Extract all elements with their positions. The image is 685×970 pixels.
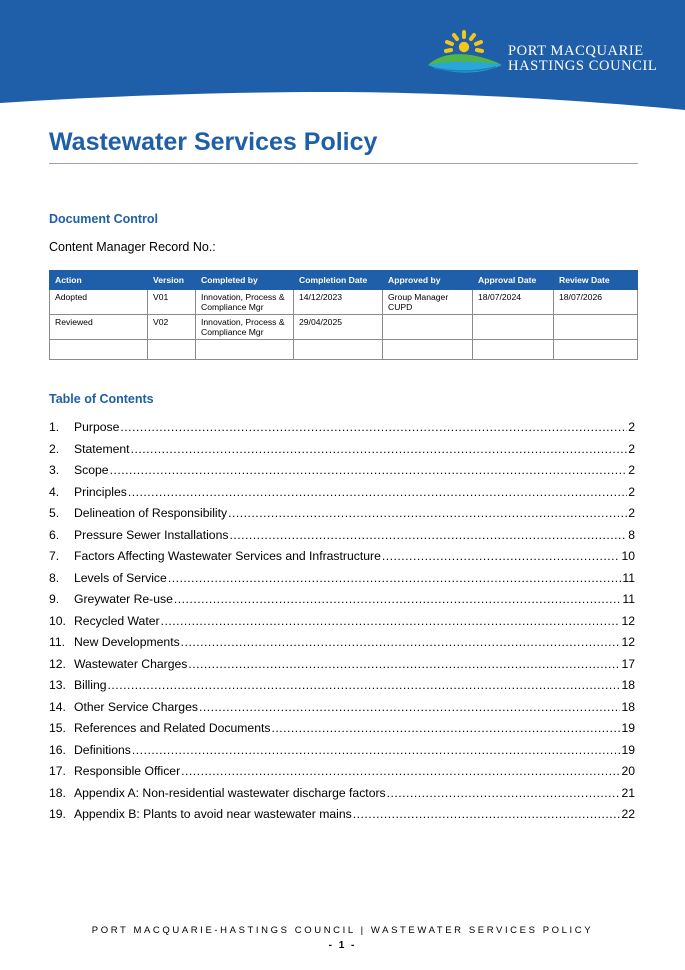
toc-entry-page: 21 — [621, 785, 635, 800]
toc-entry[interactable] — [49, 485, 635, 507]
toc-entry-number: 3. — [49, 463, 60, 477]
column-header: Action — [50, 271, 148, 290]
toc-entry-label: References and Related Documents — [74, 721, 271, 735]
toc-entry-page: 10 — [621, 549, 635, 563]
toc-entry-page: 12 — [621, 613, 635, 628]
toc-entry-page: 2 — [628, 441, 635, 456]
toc-entry-page: 19 — [621, 742, 635, 757]
toc-entry-number: 11. — [49, 635, 66, 649]
toc-leader-dots — [228, 506, 627, 520]
table-cell: Reviewed — [50, 315, 148, 340]
table-header-row — [50, 271, 638, 290]
toc-entry-label: Scope — [74, 463, 109, 477]
toc-entry-number: 8. — [49, 570, 60, 585]
toc-entry-page: 22 — [621, 807, 635, 821]
toc-entry-page: 11 — [622, 570, 635, 585]
column-header: Approval Date — [473, 271, 554, 290]
toc-entry-page: 18 — [621, 699, 635, 714]
record-number-label: Content Manager Record No.: — [49, 240, 216, 254]
toc-entry-number: 19. — [49, 807, 66, 821]
table-cell — [50, 340, 148, 360]
council-name-line1: PORT MACQUARIE — [508, 43, 644, 59]
toc-leader-dots — [382, 549, 621, 563]
toc-entry-label: Recycled Water — [74, 613, 160, 628]
toc-entry[interactable] — [49, 463, 635, 485]
toc-leader-dots — [174, 592, 621, 606]
toc-entry-page: 17 — [621, 656, 635, 671]
toc-entry-number: 16. — [49, 742, 66, 757]
toc-leader-dots — [168, 571, 622, 585]
toc-entry-number: 14. — [49, 699, 66, 714]
table-cell: 14/12/2023 — [294, 290, 383, 315]
toc-entry-label: Statement — [74, 441, 130, 456]
toc-entry-label: Responsible Officer — [74, 764, 181, 778]
toc-leader-dots — [120, 420, 627, 434]
toc-entry-number: 9. — [49, 592, 60, 606]
toc-leader-dots — [110, 463, 628, 477]
table-cell: Group Manager CUPD — [383, 290, 473, 315]
toc-entry-number: 17. — [49, 764, 66, 778]
council-name-line2: HASTINGS COUNCIL — [508, 58, 658, 74]
toc-entry[interactable] — [49, 571, 635, 593]
toc-entry-label: Appendix A: Non-residential wastewater discharge factors — [74, 785, 386, 800]
toc-entry-label: Definitions — [74, 742, 131, 757]
table-cell — [196, 340, 294, 360]
toc-leader-dots — [161, 614, 621, 628]
column-header: Approved by — [383, 271, 473, 290]
toc-entry-page: 12 — [621, 635, 635, 649]
toc-entry[interactable] — [49, 528, 635, 550]
toc-leader-dots — [387, 786, 621, 800]
toc-leader-dots — [108, 678, 621, 692]
table-cell — [294, 340, 383, 360]
column-header: Review Date — [554, 271, 638, 290]
toc-leader-dots — [132, 743, 621, 757]
table-cell — [473, 315, 554, 340]
toc-entry-page: 2 — [628, 463, 635, 477]
toc-entry[interactable] — [49, 657, 635, 679]
toc-entry[interactable] — [49, 592, 635, 614]
toc-entry-label: Pressure Sewer Installations — [74, 527, 229, 542]
toc-entry[interactable] — [49, 678, 635, 700]
title-divider — [49, 163, 638, 164]
toc-leader-dots — [131, 442, 628, 456]
table-cell: Innovation, Process & Compliance Mgr — [196, 290, 294, 315]
page-title: Wastewater Services Policy — [49, 128, 378, 156]
toc-entry-label: Purpose — [74, 420, 120, 434]
toc-entry-label: Appendix B: Plants to avoid near wastewater mains — [74, 807, 352, 821]
table-cell — [383, 315, 473, 340]
toc-entry-page: 2 — [628, 506, 635, 520]
council-name — [508, 44, 657, 74]
toc-entry-label: Billing — [74, 678, 107, 692]
column-header: Version — [148, 271, 196, 290]
toc-entry-page: 2 — [628, 484, 635, 499]
table-cell: 18/07/2026 — [554, 290, 638, 315]
toc-entry-page: 8 — [628, 527, 635, 542]
toc-entry[interactable] — [49, 614, 635, 636]
toc-leader-dots — [271, 721, 620, 735]
column-header: Completion Date — [294, 271, 383, 290]
toc-entry-label: Other Service Charges — [74, 699, 198, 714]
toc-entry-number: 6. — [49, 527, 60, 542]
toc-leader-dots — [181, 635, 621, 649]
toc-leader-dots — [181, 764, 620, 778]
table-cell: 18/07/2024 — [473, 290, 554, 315]
toc-entry[interactable] — [49, 721, 635, 743]
toc-entry-label: Principles — [74, 484, 127, 499]
toc-entry-label: Wastewater Charges — [74, 656, 188, 671]
toc-entry[interactable] — [49, 764, 635, 786]
toc-entry-label: Greywater Re-use — [74, 592, 173, 606]
toc-entry-page: 11 — [622, 592, 635, 606]
table-row — [50, 315, 638, 340]
toc-entry[interactable] — [49, 743, 635, 765]
toc-entry-number: 2. — [49, 441, 60, 456]
toc-entry-number: 4. — [49, 484, 60, 499]
table-cell — [554, 340, 638, 360]
column-header: Completed by — [196, 271, 294, 290]
table-cell — [383, 340, 473, 360]
table-cell: 29/04/2025 — [294, 315, 383, 340]
table-row — [50, 290, 638, 315]
toc-entry-label: Levels of Service — [74, 570, 167, 585]
table-cell — [473, 340, 554, 360]
toc-entry-number: 7. — [49, 549, 60, 563]
toc-leader-dots — [229, 528, 627, 542]
table-cell: Innovation, Process & Compliance Mgr — [196, 315, 294, 340]
toc-entry[interactable] — [49, 549, 635, 571]
toc-entry-number: 12. — [49, 656, 66, 671]
toc-entry[interactable] — [49, 786, 635, 808]
toc-entry-number: 13. — [49, 678, 66, 692]
toc-entry-label: New Developments — [74, 635, 180, 649]
toc-entry-page: 20 — [621, 764, 635, 778]
toc-entry-number: 15. — [49, 721, 66, 735]
toc-entry-number: 10. — [49, 613, 66, 628]
footer-text: PORT MACQUARIE-HASTINGS COUNCIL | WASTEWATER SERVICES POLICY — [91, 925, 594, 936]
toc-entry-number: 18. — [49, 785, 66, 800]
council-logo-icon — [424, 30, 504, 80]
toc-entry-page: 2 — [628, 420, 635, 434]
toc-leader-dots — [199, 700, 620, 714]
table-cell — [554, 315, 638, 340]
toc-entry[interactable] — [49, 635, 635, 657]
table-cell — [148, 340, 196, 360]
toc-entry-label: Delineation of Responsibility — [74, 506, 228, 520]
toc-leader-dots — [353, 807, 621, 821]
table-of-contents — [49, 420, 635, 829]
toc-entry-number: 1. — [49, 420, 60, 434]
document-control-heading: Document Control — [49, 212, 159, 226]
document-control-table — [49, 270, 638, 360]
toc-leader-dots — [128, 485, 627, 499]
page-number: - 1 - — [328, 940, 357, 951]
table-row — [50, 340, 638, 360]
toc-entry-label: Factors Affecting Wastewater Services and Infrastructure — [74, 549, 381, 563]
toc-entry[interactable] — [49, 420, 635, 442]
table-cell: V01 — [148, 290, 196, 315]
toc-entry[interactable] — [49, 807, 635, 829]
toc-entry-page: 18 — [621, 678, 635, 692]
toc-entry-number: 5. — [49, 506, 60, 520]
toc-entry[interactable] — [49, 442, 635, 464]
toc-leader-dots — [188, 657, 620, 671]
toc-entry-page: 19 — [621, 721, 635, 735]
table-cell: Adopted — [50, 290, 148, 315]
toc-entry[interactable] — [49, 506, 635, 528]
toc-heading: Table of Contents — [49, 392, 154, 406]
toc-entry[interactable] — [49, 700, 635, 722]
table-cell: V02 — [148, 315, 196, 340]
